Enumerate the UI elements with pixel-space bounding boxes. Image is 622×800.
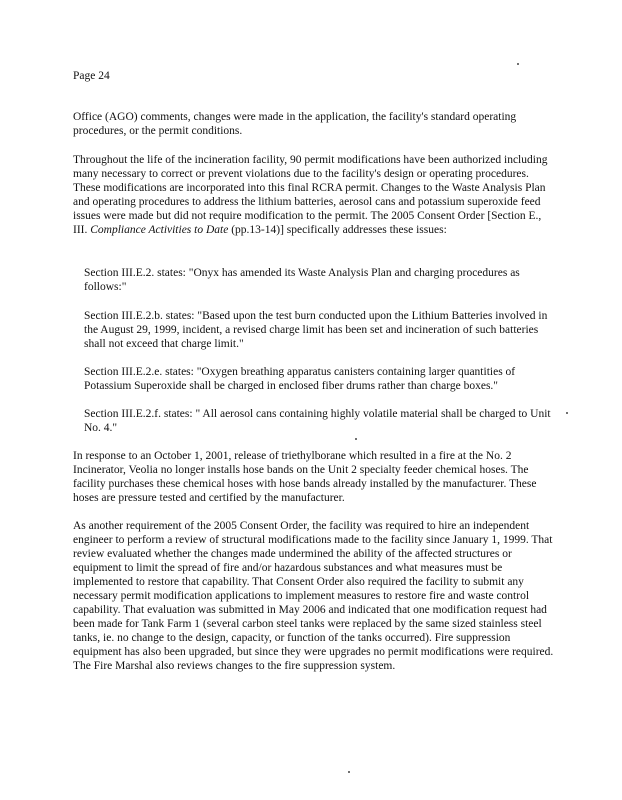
scan-speck bbox=[517, 63, 519, 65]
quote-section-iii-e-2-f: Section III.E.2.f. states: " All aerosol cans containing highly volatile material shall be charged to Unit No. 4." bbox=[84, 408, 551, 434]
italic-title: Compliance Activities to Date bbox=[90, 224, 229, 236]
scan-speck bbox=[348, 771, 350, 773]
paragraph-ago-comments: Office (AGO) comments, changes were made in the application, the facility's standard operating procedures, or the permit conditions. bbox=[73, 111, 517, 137]
paragraph-permit-modifications-tail: (pp.13-14)] specifically addresses these issues: bbox=[228, 224, 447, 236]
paragraph-consent-order-review: As another requirement of the 2005 Consent Order, the facility was required to hire an independent engineer to perform a review of structural modifications made to the facility since January 1, 1999. That review evaluated whether the changes made undermined the ability of the affected structures or equipment to limit the spread of fire and/or hazardous substances and what measures must be implemented to restore that capability. That Consent Order also required the facility to submit any necessary permit modification applications to implement measures to restore fire and waste control capability. That evaluation was submitted in May 2006 and indicated that one modification request had been made for Tank Farm 1 (several carbon steel tanks were replaced by the same sized stainless steel tanks, ie. no change to the design, capacity, or function of the tanks occurred). Fire suppression equipment has also been upgraded, but since they were upgrades no permit modifications were required. The Fire Marshal also reviews changes to the fire suppression system. bbox=[73, 520, 554, 672]
quote-section-iii-e-2: Section III.E.2. states: "Onyx has amended its Waste Analysis Plan and charging procedures as follows:" bbox=[84, 267, 520, 293]
scan-speck bbox=[566, 412, 568, 414]
page-number: Page 24 bbox=[73, 70, 110, 82]
paragraph-permit-modifications-text: Throughout the life of the incineration facility, 90 permit modifications have been authorized including many necessary to correct or prevent violations due to the facility's design or operating procedures. These modifications are incorporated into this final RCRA permit. Changes to the Waste Analysis Plan and operating procedures to address the lithium batteries, aerosol cans and potassium superoxide feed issues were made but did not require modification to the permit. The 2005 Consent Order [Section E., III. bbox=[73, 154, 548, 236]
quote-section-iii-e-2-b: Section III.E.2.b. states: "Based upon the test burn conducted upon the Lithium Batteries involved in the August 29, 1999, incident, a revised charge limit has been set and incineration of such batteries shall not exceed that charge limit." bbox=[84, 310, 548, 350]
paragraph-triethylborane-release: In response to an October 1, 2001, release of triethylborane which resulted in a fire at the No. 2 Incinerator, Veolia no longer installs hose bands on the Unit 2 specialty feeder chemical hoses. The facility purchases these chemical hoses with hose bands already installed by the manufacturer. These hoses are pressure tested and certified by the manufacturer. bbox=[73, 450, 537, 504]
scan-speck bbox=[355, 438, 357, 440]
quote-section-iii-e-2-e: Section III.E.2.e. states: "Oxygen breathing apparatus canisters containing larger quantities of Potassium Superoxide shall be charged in enclosed fiber drums rather than charge boxes." bbox=[84, 366, 516, 392]
paragraph-permit-modifications bbox=[73, 153, 555, 237]
